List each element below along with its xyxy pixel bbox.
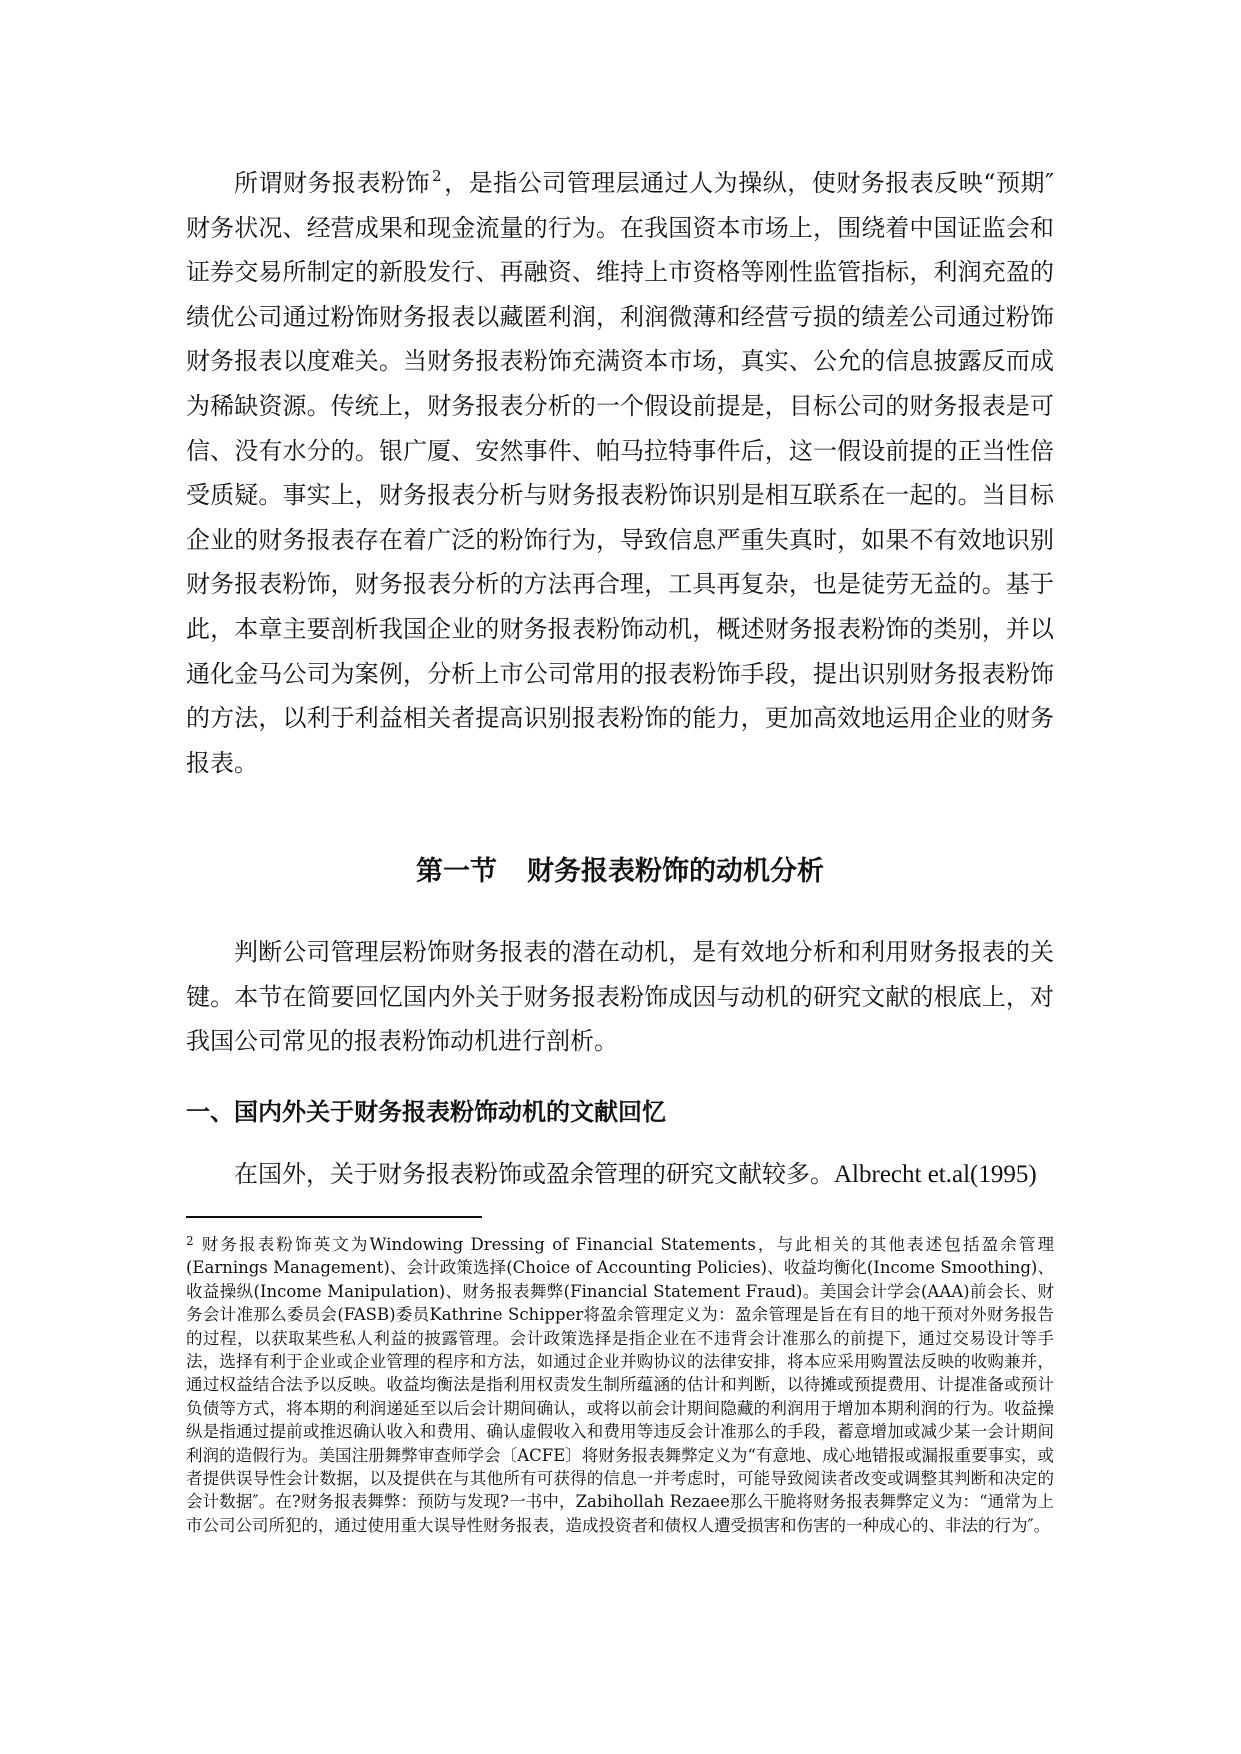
section-heading — [186, 852, 1054, 892]
footnote-text: 财务报表粉饰英文为Windowing Dressing of Financial Statements，与此相关的其他表述包括盈余管理(Earnings Management)、会计政策选择(Choice of Accounting Policies)、收益均衡化(Income Smoothing)、收益操纵(Income Manipulation)、财务报表舞弊(Financial Statement Fraud)。美国会计学会(AAA)前会长、财务会计准那么委员会(FASB)委员Kathrine Schipper将盈余管理定义为：盈余管理是旨在有目的地干预对外财务报告的过程，以获取某些私人利益的披露管理。会计政策选择是指企业在不违背会计准那么的前提下，通过交易设计等手法，选择有利于企业或企业管理的程序和方法，如通过企业并购协议的法律安排，将本应采用购置法反映的收购兼并，通过权益结合法予以反映。收益均衡法是指利用权责发生制所蕴涵的估计和判断，以待摊或预提费用、计提准备或预计负债等方式，将本期的利润递延至以后会计期间确认，或将以前会计期间隐藏的利润用于增加本期利润的行为。收益操纵是指通过提前或推迟确认收入和费用、确认虚假收入和费用等违反会计准那么的手段，蓄意增加或减少某一会计期间利润的造假行为。美国注册舞弊审查师学会〔ACFE〕将财务报表舞弊定义为“有意地、成心地错报或漏报重要事实，或者提供误导性会计数据，以及提供在与其他所有可获得的信息一并考虑时，可能导致阅读者改变或调整其判断和决定的会计数据″。在?财务报表舞弊：预防与发现?一书中，Zabihollah Rezaee那么干脆将财务报表舞弊定义为：“通常为上市公司公司所犯的，通过使用重大误导性财务报表，造成投资者和债权人遭受损害和伤害的一种成心的、非法的行为″。 — [186, 1235, 1054, 1535]
intro-text-before-ref: 所谓财务报表粉饰 — [234, 169, 431, 197]
literature-paragraph — [186, 1152, 1054, 1198]
literature-text: 在国外，关于财务报表粉饰或盈余管理的研究文献较多。 — [234, 1160, 834, 1188]
intro-text-after-ref: ，是指公司管理层通过人为操纵，使财务报表反映“预期″财务状况、经营成果和现金流量的行为。在我国资本市场上，围绕着中国证监会和证券交易所制定的新股发行、再融资、维持上市资格等刚性监管指标，利润充盈的绩优公司通过粉饰财务报表以藏匿利润，利润微薄和经营亏损的绩差公司通过粉饰财务报表以度难关。当财务报表粉饰充满资本市场，真实、公允的信息披露反而成为稀缺资源。传统上，财务报表分析的一个假设前提是，目标公司的财务报表是可信、没有水分的。银广厦、安然事件、帕马拉特事件后，这一假设前提的正当性倍受质疑。事实上，财务报表分析与财务报表粉饰识别是相互联系在一起的。当目标企业的财务报表存在着广泛的粉饰行为，导致信息严重失真时，如果不有效地识别财务报表粉饰，财务报表分析的方法再合理，工具再复杂，也是徒劳无益的。基于此，本章主要剖析我国企业的财务报表粉饰动机，概述财务报表粉饰的类别，并以通化金马公司为案例，分析上市公司常用的报表粉饰手段，提出识别财务报表粉饰的方法，以利于利益相关者提高识别报表粉饰的能力，更加高效地运用企业的财务报表。 — [186, 169, 1055, 777]
footnote-reference[interactable]: 2 — [432, 167, 442, 185]
section-number: 第一节 — [416, 856, 497, 887]
section-title: 财务报表粉饰的动机分析 — [527, 856, 824, 887]
footnote-separator — [186, 1216, 482, 1218]
footnote — [186, 1230, 1054, 1537]
section-intro-paragraph: 判断公司管理层粉饰财务报表的潜在动机，是有效地分析和利用财务报表的关键。本节在简要回忆国内外关于财务报表粉饰成因与动机的研究文献的根底上，对我国公司常见的报表粉饰动机进行剖析。 — [186, 938, 1054, 1056]
footnote-mark: 2 — [186, 1234, 194, 1248]
literature-citation: Albrecht et.al(1995) — [834, 1161, 1037, 1188]
intro-paragraph — [186, 154, 1054, 785]
subsection-heading: 一、国内外关于财务报表粉饰动机的文献回忆 — [186, 1098, 666, 1126]
